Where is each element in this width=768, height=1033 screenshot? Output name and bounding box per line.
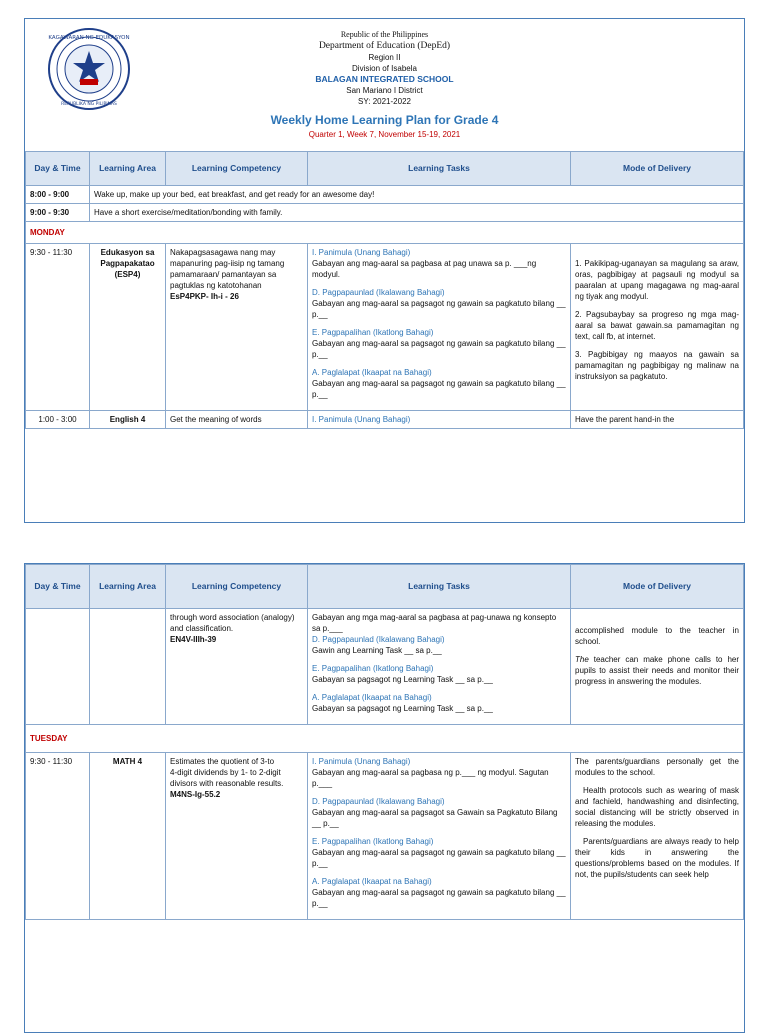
table-row bbox=[26, 725, 744, 753]
delivery-text: accomplished module to the teacher in school. bbox=[575, 626, 739, 646]
table-row bbox=[26, 186, 744, 204]
delivery-emphasis: The bbox=[575, 655, 589, 664]
col-day-time: Day & Time bbox=[26, 152, 90, 186]
math-delivery bbox=[571, 753, 744, 920]
task-text: Gabayan ang mag-aaral sa pagsagot ng gawain sa pagkatuto bilang __ p.__ bbox=[312, 848, 566, 868]
learning-plan-table bbox=[25, 151, 744, 429]
esp-area: Edukasyon sa Pagpapakatao (ESP4) bbox=[90, 244, 166, 411]
english-delivery-cont bbox=[571, 609, 744, 725]
task-heading: I. Panimula (Unang Bahagi) bbox=[312, 757, 411, 766]
deped-seal-icon bbox=[47, 27, 131, 111]
task-text: Gabayan sa pagsagot ng Learning Task __ sa p.__ bbox=[312, 675, 493, 684]
col-mode-of-delivery: Mode of Delivery bbox=[571, 152, 744, 186]
english-delivery: Have the parent hand-in the bbox=[571, 411, 744, 429]
table-row bbox=[26, 411, 744, 429]
task-text: Gabayan ang mag-aaral sa pagsagot ng gawain sa pagkatuto bilang __ p.__ bbox=[312, 339, 566, 359]
delivery-text: Health protocols such as wearing of mask and fachield, handwashing and disinfecting, social distancing will be strictly observed in releasing the modules. bbox=[575, 786, 739, 828]
competency-code: M4NS-Ig-55.2 bbox=[170, 790, 221, 799]
day-monday: MONDAY bbox=[26, 222, 744, 244]
task-text: Gabayan ang mag-aaral sa pagsagot ng gawain sa pagkatuto bilang __ p.__ bbox=[312, 299, 566, 319]
region-line: Region II bbox=[368, 53, 401, 62]
delivery-text: The parents/guardians personally get the modules to the school. bbox=[575, 757, 739, 777]
task-heading: D. Pagpapaunlad (Ikalawang Bahagi) bbox=[312, 288, 445, 297]
delivery-text: Parents/guardians are always ready to help their kids in answering the questions/problems based on the modules. If not, the pupils/students can seek help bbox=[575, 837, 739, 879]
task-heading: E. Pagpapalihan (Ikatlong Bahagi) bbox=[312, 837, 434, 846]
day-tuesday: TUESDAY bbox=[26, 725, 744, 753]
col-learning-area: Learning Area bbox=[90, 565, 166, 609]
division-line: Division of Isabela bbox=[352, 64, 417, 73]
task-heading: E. Pagpapalihan (Ikatlong Bahagi) bbox=[312, 328, 434, 337]
table-row bbox=[26, 609, 744, 725]
task-heading: A. Paglalapat (Ikaapat na Bahagi) bbox=[312, 693, 432, 702]
english-task-heading: I. Panimula (Unang Bahagi) bbox=[308, 411, 571, 429]
task-heading: E. Pagpapalihan (Ikatlong Bahagi) bbox=[312, 664, 434, 673]
plan-page-2 bbox=[24, 563, 745, 1033]
table-row bbox=[26, 244, 744, 411]
table-row bbox=[26, 753, 744, 920]
table-row bbox=[26, 222, 744, 244]
task-heading: D. Pagpapaunlad (Ikalawang Bahagi) bbox=[312, 797, 445, 806]
col-learning-competency: Learning Competency bbox=[166, 565, 308, 609]
task-text: Gabayan ang mag-aaral sa pagsagot ng gawain sa pagkatuto bilang __ p.__ bbox=[312, 379, 566, 399]
task-text: Gabayan ang mag-aaral sa pagsagot sa Gawain sa Pagkatuto Bilang __ p.__ bbox=[312, 808, 558, 828]
esp-time: 9:30 - 11:30 bbox=[26, 244, 90, 411]
math-tasks bbox=[308, 753, 571, 920]
svg-text:REPUBLIKA NG PILIPINAS: REPUBLIKA NG PILIPINAS bbox=[61, 102, 117, 107]
english-time: 1:00 - 3:00 bbox=[26, 411, 90, 429]
task-text: Gabayan ang mag-aaral sa pagbasa ng p.___ ng modyul. Sagutan p.___ bbox=[312, 768, 549, 788]
delivery-text bbox=[575, 654, 739, 687]
task-heading: A. Paglalapat (Ikaapat na Bahagi) bbox=[312, 368, 432, 377]
plan-page-1 bbox=[24, 18, 745, 523]
competency-code: EsP4PKP- Ih-i - 26 bbox=[170, 292, 239, 301]
esp-delivery bbox=[571, 244, 744, 411]
task-text: Gawin ang Learning Task __ sa p.__ bbox=[312, 646, 442, 655]
col-learning-area: Learning Area bbox=[90, 152, 166, 186]
quarter-line: Quarter 1, Week 7, November 15-19, 2021 bbox=[308, 130, 461, 139]
routine-text: Have a short exercise/meditation/bonding with family. bbox=[90, 204, 744, 222]
district-line: San Mariano I District bbox=[346, 86, 423, 95]
routine-time: 8:00 - 9:00 bbox=[26, 186, 90, 204]
col-mode-of-delivery: Mode of Delivery bbox=[571, 565, 744, 609]
svg-text:KAGAWARAN NG EDUKASYON: KAGAWARAN NG EDUKASYON bbox=[48, 35, 130, 41]
delivery-text: 2. Pagsubaybay sa progreso ng mga mag-aaral sa bawat gawain.sa pamamagitan ng text, call fb, at internet. bbox=[575, 310, 739, 341]
esp-competency bbox=[166, 244, 308, 411]
english-tasks bbox=[308, 609, 571, 725]
task-heading: A. Paglalapat (Ikaapat na Bahagi) bbox=[312, 877, 432, 886]
document-header bbox=[25, 19, 744, 151]
competency-text: Estimates the quotient of 3-to bbox=[170, 757, 275, 766]
math-area: MATH 4 bbox=[90, 753, 166, 920]
competency-text: 4-digit dividends by 1- to 2-digit divisors with reasonable results. bbox=[170, 768, 284, 788]
esp-tasks bbox=[308, 244, 571, 411]
competency-text: through word association (analogy) and classification. bbox=[170, 613, 295, 633]
competency-code: EN4V-IIIh-39 bbox=[170, 635, 217, 644]
department-line: Department of Education (DepEd) bbox=[318, 41, 451, 51]
col-learning-tasks: Learning Tasks bbox=[308, 565, 571, 609]
delivery-text: 1. Pakikipag-uganayan sa magulang sa araw, oras, pagbibigay at pagsauli ng modyul sa paaralan at upang magagawa ng mag-aaral ng tiyak ang modyul. bbox=[575, 259, 739, 301]
english-competency: Get the meaning of words bbox=[166, 411, 308, 429]
col-day-time: Day & Time bbox=[26, 565, 90, 609]
republic-line: Republic of the Philippines bbox=[340, 30, 429, 39]
task-text: Gabayan ang mga mag-aaral sa pagbasa at pag-unawa ng konsepto sa p.___ bbox=[312, 613, 557, 633]
task-text: Gabayan sa pagsagot ng Learning Task __ sa p.__ bbox=[312, 704, 493, 713]
task-text: Gabayan ang mag-aaral sa pagsagot ng gawain sa pagkatuto bilang __ p.__ bbox=[312, 888, 566, 908]
school-name: BALAGAN INTEGRATED SCHOOL bbox=[315, 74, 454, 84]
math-competency bbox=[166, 753, 308, 920]
delivery-text: 3. Pagbibigay ng maayos na gawain sa pamamagitan ng pagbibigay ng malinaw na instruksiyon sa pagkatuto. bbox=[575, 350, 739, 381]
page-title: Weekly Home Learning Plan for Grade 4 bbox=[270, 113, 499, 127]
col-learning-competency: Learning Competency bbox=[166, 152, 308, 186]
school-year: SY: 2021-2022 bbox=[358, 97, 411, 106]
table-row bbox=[26, 204, 744, 222]
english-competency-cont bbox=[166, 609, 308, 725]
routine-text: Wake up, make up your bed, eat breakfast, and get ready for an awesome day! bbox=[90, 186, 744, 204]
competency-text: Nakapagsasagawa nang may mapanuring pag-iisip ng tamang bbox=[170, 248, 285, 268]
delivery-text-rest: teacher can make phone calls to her pupils to assist their needs and monitor their progress in answering the modules. bbox=[575, 655, 739, 686]
task-heading: D. Pagpapaunlad (Ikalawang Bahagi) bbox=[312, 635, 445, 644]
col-learning-tasks: Learning Tasks bbox=[308, 152, 571, 186]
empty-cell bbox=[26, 609, 90, 725]
task-heading: I. Panimula (Unang Bahagi) bbox=[312, 248, 411, 257]
competency-text: pamamaraan/ pamantayan sa pagtuklas ng katotohanan bbox=[170, 270, 277, 290]
learning-plan-table bbox=[25, 564, 744, 920]
task-text: Gabayan ang mag-aaral sa pagbasa at pag unawa sa p. ___ng modyul. bbox=[312, 259, 537, 279]
empty-cell bbox=[90, 609, 166, 725]
math-time: 9:30 - 11:30 bbox=[26, 753, 90, 920]
english-area: English 4 bbox=[90, 411, 166, 429]
routine-time: 9:00 - 9:30 bbox=[26, 204, 90, 222]
